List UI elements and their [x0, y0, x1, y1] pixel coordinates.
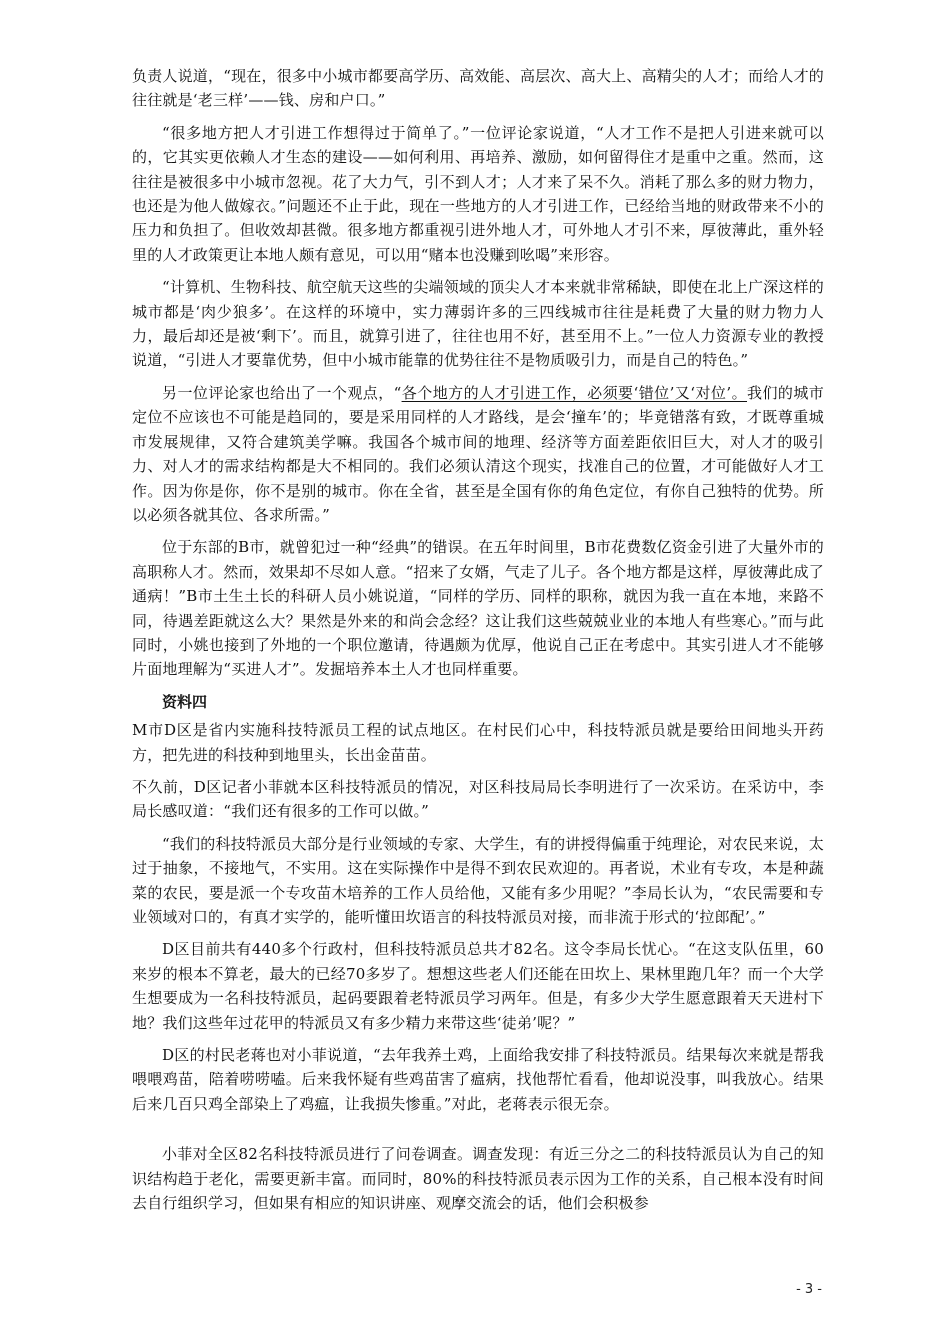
paragraph-village-count: D区目前共有440多个行政村，但科技特派员总共才82名。这令李局长忧心。“在这支队伍里，60来岁的根本不算老，最大的已经70多岁了。想想这些老人们还能在田坎上、果林里跑几年？而一个大学生想要成为一名科技特派员，起码要跟着老特派员学习两年。但是，有多少大学生愿意跟着天天进村下地？我们这些年过花甲的特派员又有多少精力来带这些‘徒弟’呢？”	[132, 940, 824, 1032]
document-page	[132, 64, 824, 1223]
paragraph-critic-talent-ecosystem: “很多地方把人才引进工作想得过于简单了。”一位评论家说道，“人才工作不是把人引进来就可以的，它其实更依赖人才生态的建设——如何利用、再培养、激励，如何留得住才是重中之重。然而，这往往是被很多中小城市忽视。花了大力气，引不到人才；人才来了呆不久。消耗了那么多的财力物力，也还是为他人做嫁衣。”问题还不止于此，现在一些地方的人才引进工作，已经给当地的财政带来不小的压力和负担了。但收效却甚微。很多地方都重视引进外地人才，可外地人才引不来，厚彼薄此，重外轻里的人才政策更让本地人颇有意见，可以用“赌本也没赚到吆喝”来形容。	[132, 123, 824, 264]
paragraph-critic-positioning	[132, 381, 824, 527]
paragraph-district-d-intro: M市D区是省内实施科技特派员工程的试点地区。在村民们心中，科技特派员就是要给田间地头开药方，把先进的科技种到地里头，长出金苗苗。	[132, 721, 824, 764]
critic-positioning-lead-text: 另一位评论家也给出了一个观点，“	[162, 383, 402, 402]
section-heading: 资料四	[162, 692, 208, 711]
critic-positioning-rest-text: 我们的城市定位不应该也不可能是趋同的，要是采用同样的人才路线，是会‘撞车’的；毕竟错落有致，才既尊重城市发展规律，又符合建筑美学嘛。我国各个城市间的地理、经济等方面差距依旧巨大，对人才的吸引力、对人才的需求结构都是大不相同的。我们必须认清这个现实，找准自己的位置，才可能做好人才工作。因为你是你，你不是别的城市。你在全省，甚至是全国有你的角色定位，有你自己独特的优势。所以必须各就其位、各求所需。”	[132, 383, 824, 524]
paragraph-reporter-interview: 不久前，D区记者小菲就本区科技特派员的情况，对区科技局局长李明进行了一次采访。在采访中，李局长感叹道：“我们还有很多的工作可以做。”	[132, 777, 824, 821]
paragraph-responsible-person-quote: 负责人说道，“现在，很多中小城市都要高学历、高效能、高层次、高大上、高精尖的人才；而给人才的往往就是‘老三样’——钱、房和户口。”	[132, 67, 824, 110]
page-number: - 3 -	[796, 1282, 822, 1297]
paragraph-director-li-quote: “我们的科技特派员大部分是行业领域的专家、大学生，有的讲授得偏重于纯理论，对农民来说，太过于抽象，不接地气，不实用。这在实际操作中是得不到农民欢迎的。再者说，术业有专攻，本是种蔬菜的农民，要是派一个专攻苗木培养的工作人员给他，又能有多少用呢？”李局长认为，“农民需要和专业领域对口的，有真才实学的，能听懂田坎语言的科技特派员对接，而非流于形式的‘拉郎配’。”	[132, 834, 824, 926]
underlined-key-sentence: 各个地方的人才引进工作，必须要‘错位’又‘对位’。	[401, 383, 748, 402]
paragraph-survey-results: 小菲对全区82名科技特派员进行了问卷调查。调查发现：有近三分之二的科技特派员认为自己的知识结构趋于老化，需要更新丰富。而同时，80%的科技特派员表示因为工作的关系，自己根本没有时间去自行组织学习，但如果有相应的知识讲座、观摩交流会的话，他们会积极参	[132, 1145, 824, 1213]
paragraph-professor-quote: “计算机、生物科技、航空航天这些的尖端领域的顶尖人才本来就非常稀缺，即使在北上广深这样的城市都是‘肉少狼多’。在这样的环境中，实力薄弱许多的三四线城市往往是耗费了大量的财力物力人力，最后却还是被‘剩下’。而且，就算引进了，往往也用不好，甚至用不上。”一位人力资源专业的教授说道，“引进人才要靠优势，但中小城市能靠的优势往往不是物质吸引力，而是自己的特色。”	[132, 278, 824, 370]
paragraph-spacer	[132, 1124, 824, 1142]
paragraph-city-b-case: 位于东部的B市，就曾犯过一种“经典”的错误。在五年时间里，B市花费数亿资金引进了大量外市的高职称人才。然而，效果却不尽如人意。“招来了女婿，气走了儿子。各个地方都是这样，厚彼薄此成了通病！”B市土生土长的科研人员小姚说道，“同样的学历、同样的职称，就因为我一直在本地，来路不同，待遇差距就这么大？果然是外来的和尚会念经？这让我们这些兢兢业业的本地人有些寒心。”而与此同时，小姚也接到了外地的一个职位邀请，待遇颇为优厚，他说自己正在考虑中。其实引进人才不能够片面地理解为“买进人才”。发掘培养本土人才也同样重要。	[132, 538, 824, 679]
paragraph-villager-jiang: D区的村民老蒋也对小菲说道，“去年我养土鸡，上面给我安排了科技特派员。结果每次来就是帮我喂喂鸡苗，陪着唠唠嗑。后来我怀疑有些鸡苗害了瘟病，找他帮忙看看，他却说没事，叫我放心。结果后来几百只鸡全部染上了鸡瘟，让我损失惨重。”对此，老蒋表示很无奈。	[132, 1046, 824, 1113]
